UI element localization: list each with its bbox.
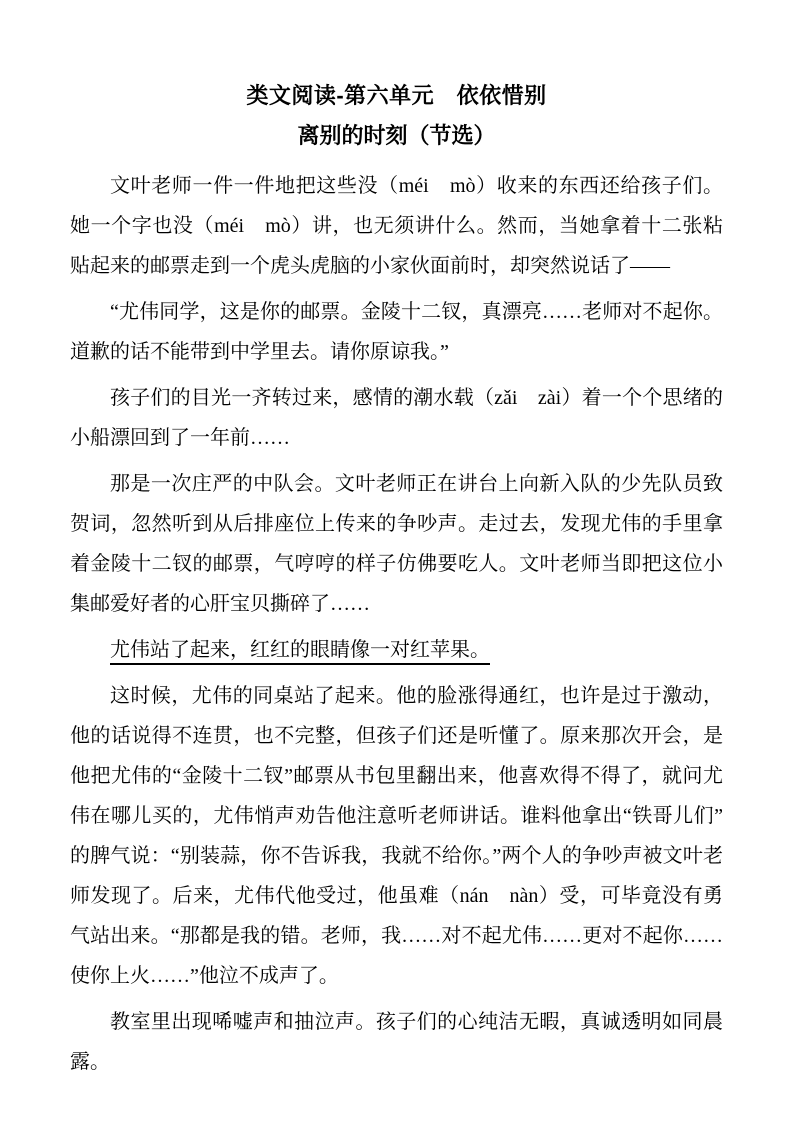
paragraph-children-recall: 孩子们的目光一齐转过来，感情的潮水载（zǎi zài）着一个个思绪的小船漂回到了一年前…… [70, 387, 723, 449]
paragraph-squad-meeting-flashback: 那是一次庄严的中队会。文叶老师正在讲台上向新入队的少先队员致贺词，忽然听到从后排座位上传来的争吵声。走过去，发现尤伟的手里拿着金陵十二钗的邮票，气哼哼的样子仿佛要吃人。文叶老师当即把这位小集邮爱好者的心肝宝贝撕碎了…… [70, 473, 723, 615]
document-title: 类文阅读-第六单元 依依惜别 [246, 83, 547, 108]
article-body [70, 166, 723, 1082]
paragraph-teacher-apology-quote: “尤伟同学，这是你的邮票。金陵十二钗，真漂亮……老师对不起你。道歉的话不能带到中学里去。请你原谅我。” [70, 301, 723, 363]
paragraph-teacher-returns-items: 文叶老师一件一件地把这些没（méi mò）收来的东西还给孩子们。她一个字也没（méi mò）讲，也无须讲什么。然而，当她拿着十二张粘贴起来的邮票走到一个虎头虎脑的小家伙面前时，却突然说话了—— [70, 175, 723, 277]
paragraph-deskmate-confession: 这时候，尤伟的同桌站了起来。他的脸涨得通红，也许是过于激动，他的话说得不连贯，也不完整，但孩子们还是听懂了。原来那次开会，是他把尤伟的“金陵十二钗”邮票从书包里翻出来，他喜欢得不得了，就问尤伟在哪儿买的，尤伟悄声劝告他注意听老师讲话。谁料他拿出“铁哥儿们”的脾气说：“别装蒜，你不告诉我，我就不给你。”两个人的争吵声被文叶老师发现了。后来，尤伟代他受过，他虽难（nán nàn）受，可毕竟没有勇气站出来。“那都是我的错。老师，我……对不起尤伟……更对不起你……使你上火……”他泣不成声了。 [70, 685, 723, 987]
paragraph-underlined-sentence: 尤伟站了起来，红红的眼睛像一对红苹果。 [110, 639, 490, 661]
document-subtitle: 离别的时刻（节选） [297, 123, 496, 148]
paragraph-classroom-sobbing: 教室里出现唏嘘声和抽泣声。孩子们的心纯洁无暇，真诚透明如同晨露。 [70, 1011, 723, 1073]
